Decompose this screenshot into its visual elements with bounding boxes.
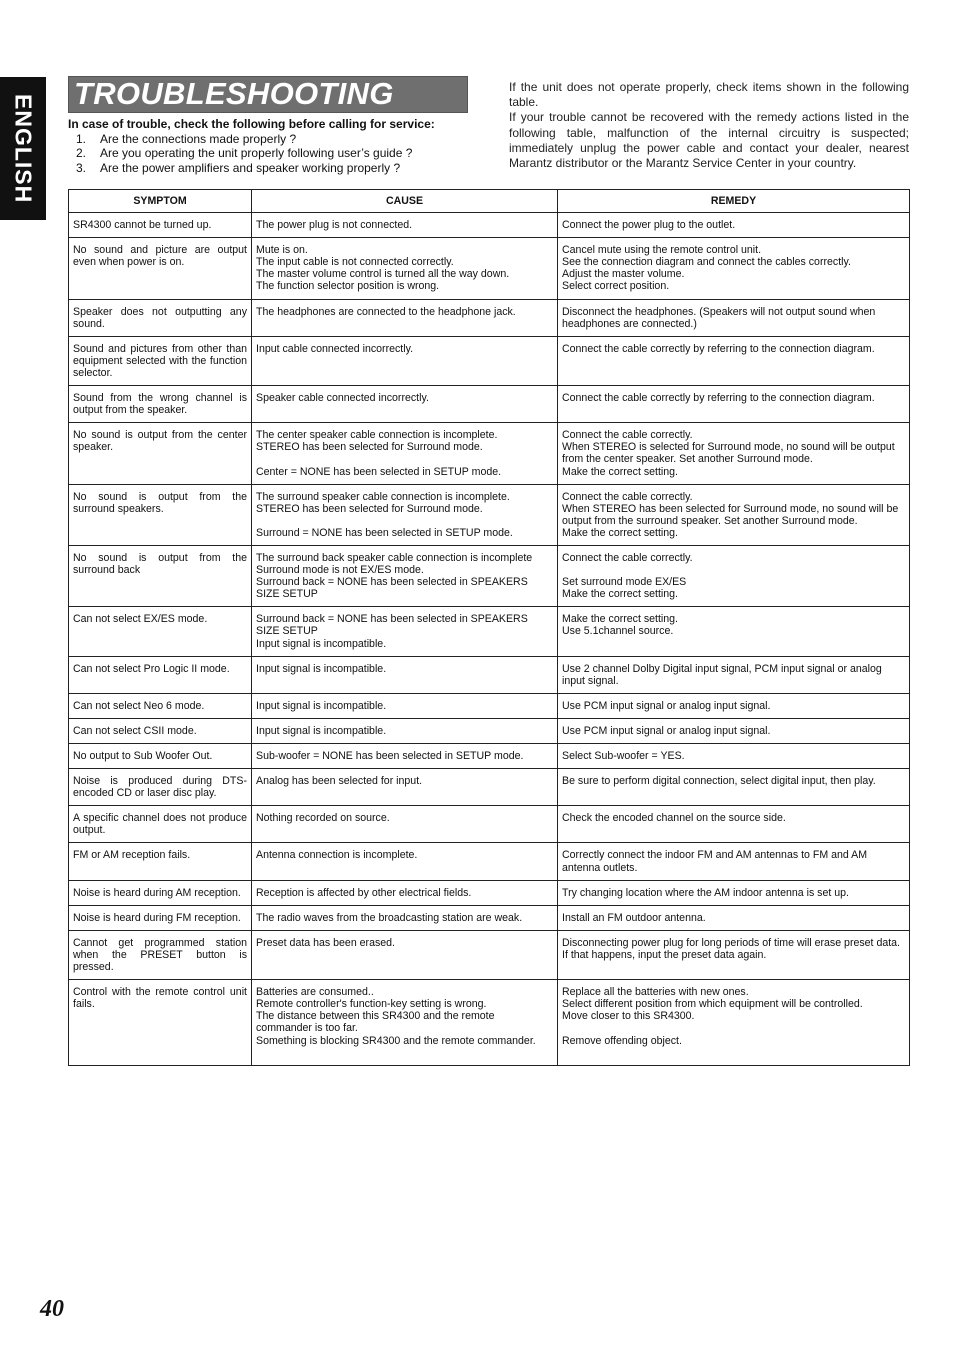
remedy-line: Disconnect the headphones. (Speakers will not output sound when headphones are connected.) [562,305,879,330]
table-row [69,484,910,545]
table-row [69,718,910,743]
symptom-cell: No sound and picture are output even when power is on. [69,238,252,299]
table-body [69,213,910,1066]
cause-cell [252,213,558,238]
remedy-line: Replace all the batteries with new ones. [562,986,749,999]
symptom-cell: No sound is output from the surround back [69,545,252,606]
cause-line: Something is blocking SR4300 and the remote commander. [256,1034,536,1047]
cause-line [256,515,553,527]
remedy-line: Use 2 channel Dolby Digital input signal, PCM input signal or analog input signal. [562,662,885,687]
cause-line: Sub-woofer = NONE has been selected in SETUP mode. [256,750,524,762]
remedy-cell [558,806,910,843]
symptom-cell: Noise is produced during DTS-encoded CD or laser disc play. [69,769,252,806]
table-row [69,656,910,693]
remedy-line: Set surround mode EX/ES [562,576,687,589]
remedy-cell [558,769,910,806]
checklist-text: Are you operating the unit properly following user’s guide ? [100,146,413,161]
symptom-cell: No sound is output from the center speaker. [69,423,252,484]
cause-cell [252,299,558,336]
cause-line: Batteries are consumed.. [256,986,374,999]
cause-line: Input signal is incompatible. [256,724,387,737]
symptom-cell: SR4300 cannot be turned up. [69,213,252,238]
table-row [69,980,910,1066]
language-tab [0,77,46,220]
remedy-line: Use 5.1channel source. [562,625,674,638]
remedy-line: Try changing location where the AM indoor antenna is set up. [562,886,849,899]
remedy-line [562,1022,905,1034]
remedy-line: Remove offending object. [562,1034,682,1047]
cause-line: Antenna connection is incomplete. [256,849,418,862]
remedy-line: Connect the power plug to the outlet. [562,219,736,232]
remedy-line: Select correct position. [562,280,670,293]
table-row [69,744,910,769]
cause-line: Mute is on. [256,244,308,257]
remedy-cell [558,238,910,299]
cause-line: The distance between this SR4300 and the remote commander is too far. [256,1010,498,1035]
table-row [69,545,910,606]
remedy-line: Correctly connect the indoor FM and AM antennas to FM and AM antenna outlets. [562,849,870,874]
table-row [69,806,910,843]
remedy-line: Use PCM input signal or analog input signal. [562,724,771,737]
cause-line: The headphones are connected to the headphone jack. [256,305,516,318]
cause-line: STEREO has been selected for Surround mode. [256,441,483,454]
remedy-cell [558,843,910,880]
cause-line: The surround speaker cable connection is incomplete. [256,490,510,503]
table-row [69,880,910,905]
cause-cell [252,693,558,718]
cause-line: Surround = NONE has been selected in SETUP mode. [256,526,513,539]
remedy-line: Select Sub-woofer = YES. [562,750,685,762]
symptom-cell: No output to Sub Woofer Out. [69,744,252,769]
table-row [69,843,910,880]
cause-line: Analog has been selected for input. [256,775,423,788]
cause-line: Surround back = NONE has been selected in SPEAKERS SIZE SETUP [256,613,531,638]
remedy-cell [558,299,910,336]
cause-cell [252,484,558,545]
remedy-line [562,564,905,576]
cause-line: Surround back = NONE has been selected in SPEAKERS SIZE SETUP [256,576,531,601]
header-remedy: REMEDY [558,190,910,213]
remedy-line: Disconnecting power plug for long periods of time will erase preset data. If that happens, input the preset data again. [562,936,903,961]
remedy-cell [558,656,910,693]
cause-line: Speaker cable connected incorrectly. [256,392,429,405]
remedy-cell [558,930,910,979]
cause-line: The input cable is not connected correctly. [256,256,454,269]
table-row [69,607,910,656]
language-tab-label: ENGLISH [10,93,37,204]
symptom-cell: Sound and pictures from other than equipment selected with the function selector. [69,336,252,385]
cause-cell [252,386,558,423]
title-banner [68,76,468,113]
table-row [69,905,910,930]
remedy-line: Make the correct setting. [562,613,678,626]
cause-cell [252,806,558,843]
symptom-cell: Noise is heard during AM reception. [69,880,252,905]
cause-cell [252,423,558,484]
remedy-line: Make the correct setting. [562,526,678,539]
cause-cell [252,905,558,930]
table-row [69,386,910,423]
table-row [69,693,910,718]
cause-line: The radio waves from the broadcasting station are weak. [256,911,523,924]
remedy-line: See the connection diagram and connect the cables correctly. [562,256,851,269]
remedy-cell [558,744,910,769]
page-number: 40 [40,1296,64,1322]
remedy-cell [558,718,910,743]
cause-cell [252,545,558,606]
remedy-cell [558,880,910,905]
cause-line: Remote controller's function-key setting is wrong. [256,998,487,1011]
cause-line: Center = NONE has been selected in SETUP mode. [256,465,502,478]
intro-paragraph [509,80,909,171]
cause-cell [252,930,558,979]
checklist-text: Are the power amplifiers and speaker working properly ? [100,160,401,175]
page-title: TROUBLESHOOTING [74,76,394,111]
cause-line: Input signal is incompatible. [256,662,387,675]
cause-line: Input signal is incompatible. [256,637,387,650]
symptom-cell: Cannot get programmed station when the PRESET button is pressed. [69,930,252,979]
checklist-num: 2. [76,146,87,161]
remedy-line: Cancel mute using the remote control unit. [562,244,762,257]
symptom-cell: Speaker does not outputting any sound. [69,299,252,336]
remedy-line: Connect the cable correctly. [562,429,693,442]
symptom-cell: FM or AM reception fails. [69,843,252,880]
pre-service-checklist [68,117,488,175]
checklist-item [68,161,488,176]
checklist-num: 1. [76,131,87,146]
remedy-cell [558,545,910,606]
remedy-line: Make the correct setting. [562,465,678,478]
cause-line: The master volume control is turned all the way down. [256,268,510,281]
remedy-line: When STEREO has been selected for Surround mode, no sound will be output from the surround speaker. Set another Surround mode. [562,502,902,527]
table-row [69,930,910,979]
remedy-cell [558,423,910,484]
checklist-lead: In case of trouble, check the following before calling for service: [68,117,435,131]
cause-cell [252,880,558,905]
checklist-text: Are the connections made properly ? [100,131,297,146]
cause-line: Surround mode is not EX/ES mode. [256,564,424,577]
intro-text-1: If the unit does not operate properly, check items shown in the following table. [509,80,909,110]
cause-cell [252,718,558,743]
table-row [69,213,910,238]
table-header-row [69,190,910,213]
cause-cell [252,980,558,1066]
table-row [69,423,910,484]
cause-line: The center speaker cable connection is incomplete. [256,429,498,442]
remedy-cell [558,484,910,545]
cause-line: Reception is affected by other electrical fields. [256,886,472,899]
symptom-cell: Can not select Neo 6 mode. [69,693,252,718]
remedy-line: Select different position from which equipment will be controlled. [562,998,863,1011]
table-row [69,336,910,385]
remedy-line: Connect the cable correctly by referring to the connection diagram. [562,392,875,405]
cause-cell [252,238,558,299]
remedy-line: Connect the cable correctly. [562,490,693,503]
remedy-cell [558,980,910,1066]
checklist [68,132,488,176]
cause-line: Input signal is incompatible. [256,699,387,712]
cause-cell [252,656,558,693]
symptom-cell: Can not select CSII mode. [69,718,252,743]
symptom-cell: Can not select Pro Logic II mode. [69,656,252,693]
remedy-line: Move closer to this SR4300. [562,1010,695,1023]
cause-cell [252,744,558,769]
symptom-cell: No sound is output from the surround speakers. [69,484,252,545]
cause-cell [252,336,558,385]
remedy-line: Install an FM outdoor antenna. [562,911,706,924]
remedy-line: Connect the cable correctly by referring to the connection diagram. [562,342,875,355]
cause-line: The function selector position is wrong. [256,280,440,293]
cause-cell [252,769,558,806]
cause-line: Preset data has been erased. [256,936,395,949]
remedy-cell [558,386,910,423]
remedy-line: Adjust the master volume. [562,268,685,281]
table-row [69,769,910,806]
symptom-cell: Noise is heard during FM reception. [69,905,252,930]
intro-text-2: If your trouble cannot be recovered with the remedy actions listed in the following table, malfunction of the internal circuitry is suspected; immediately unplug the power cable and contact your dealer, nearest Marantz distributor or the Marantz Service Center in your country. [509,110,909,171]
checklist-item [68,132,488,147]
table-row [69,238,910,299]
remedy-line: Check the encoded channel on the source side. [562,812,786,825]
checklist-item [68,146,488,161]
cause-cell [252,607,558,656]
remedy-cell [558,336,910,385]
cause-cell [252,843,558,880]
symptom-cell: Sound from the wrong channel is output from the speaker. [69,386,252,423]
remedy-cell [558,213,910,238]
cause-line: The power plug is not connected. [256,219,413,232]
checklist-num: 3. [76,160,87,175]
remedy-cell [558,905,910,930]
symptom-cell: Control with the remote control unit fails. [69,980,252,1066]
header-cause: CAUSE [252,190,558,213]
cause-line: Nothing recorded on source. [256,812,390,825]
remedy-line: Be sure to perform digital connection, select digital input, then play. [562,775,876,788]
remedy-cell [558,607,910,656]
remedy-line: Use PCM input signal or analog input signal. [562,699,771,712]
cause-line: Input cable connected incorrectly. [256,342,414,355]
remedy-cell [558,693,910,718]
remedy-line: Make the correct setting. [562,588,678,601]
troubleshooting-table [68,189,910,1066]
remedy-line: Connect the cable correctly. [562,551,693,564]
symptom-cell: Can not select EX/ES mode. [69,607,252,656]
header-symptom: SYMPTOM [69,190,252,213]
symptom-cell: A specific channel does not produce output. [69,806,252,843]
table-row [69,299,910,336]
cause-line: The surround back speaker cable connection is incomplete [256,551,533,564]
cause-line: STEREO has been selected for Surround mode. [256,502,483,515]
cause-line [256,453,553,465]
remedy-line: When STEREO is selected for Surround mode, no sound will be output from the center speaker. Set another Surround mode. [562,441,898,466]
